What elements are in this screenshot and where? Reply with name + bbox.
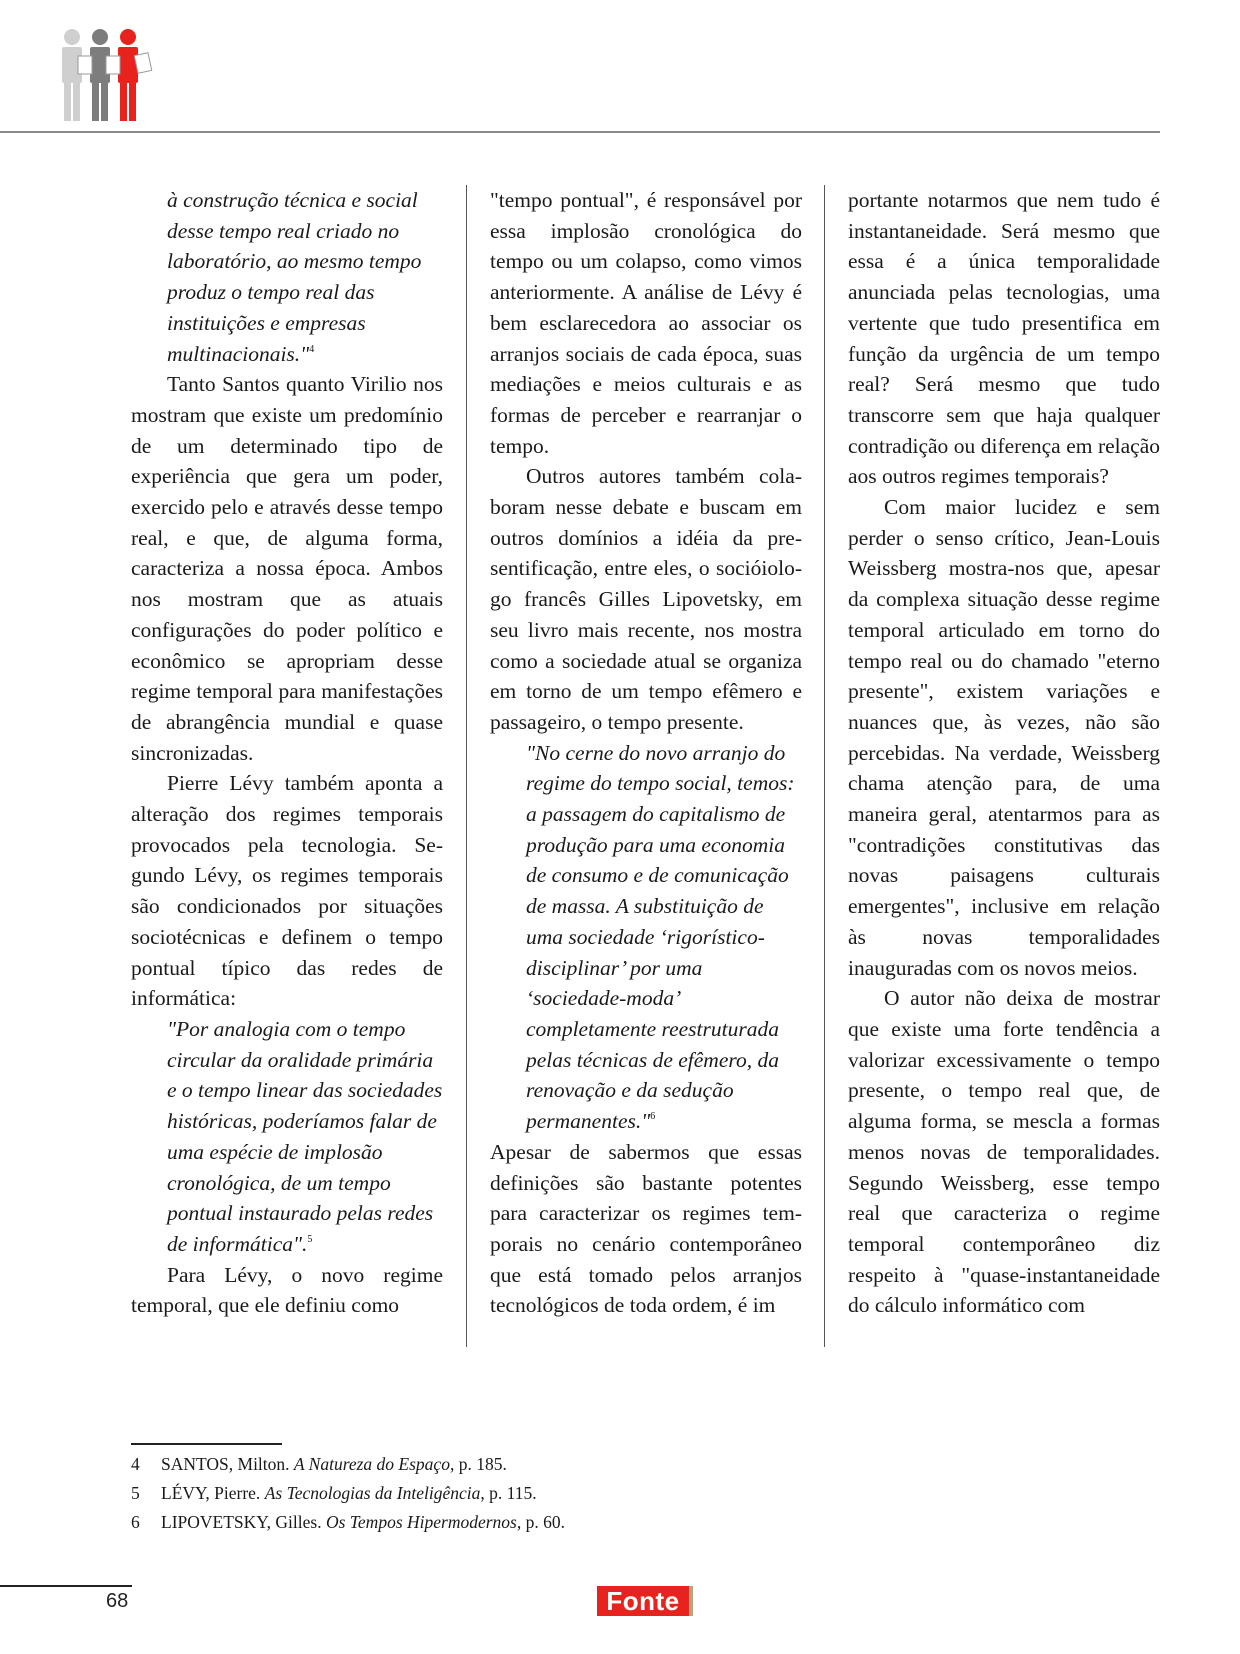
footnote-page: , p. 115. [480,1483,537,1503]
paragraph-text: "No cerne do novo arranjo do regime do tempo social, temos: a passagem do capitalismo de produção para uma economia de consumo e de comunicação de massa. A substituição de uma sociedade ‘rigorístico-disciplinar’ por uma ‘sociedade-moda’ completamente reestruturada pelas técnicas de efêmero, da renovação e da sedução permanentes." [526,740,795,1134]
footnote-text [161,1508,565,1537]
footnote-text [161,1450,507,1479]
fonte-logo: Fonte [597,1586,693,1616]
paragraph-continuation [490,1137,802,1321]
text-column-2 [490,185,802,1347]
paragraph-text: "tempo pontual", é responsável por essa implosão cronológica do tempo ou um colapso, como vimos anteriormente. A análise de Lévy é bem esclarecedora ao associar os arranjos sociais de cada época, suas mediações e meios culturais e as formas de perceber e rearranjar o tempo. [490,188,802,458]
paragraph-text: Com maior lucidez e sem perder o senso crítico, Jean-Louis Weissberg mostra-nos que, apesar da complexa situação desse regime temporal articulado em torno do tempo real ou do chamado "eterno presente", existem variações e nuances que, às vezes, não são percebidas. Na verdade, Weissberg chama atenção para, de uma maneira geral, atentarmos para as "contradições constitutivas das novas paisagens culturais emergentes", inclusive em relação às novas temporalidades inauguradas com os novos meios. [848,495,1160,980]
footnote-rule [131,1443,282,1445]
paragraph-text: Pierre Lévy também aponta a alteração dos regimes temporais provocados pela tecnologia. Segundo Lévy, os regimes temporais são condicionados por situações sociotécnicas e definem o tempo pontual típico das redes de informática: [131,771,443,1011]
text-column-3 [848,185,1160,1347]
paragraph-continuation [490,185,802,461]
paragraph [131,369,443,768]
footnote-author: LIPOVETSKY, Gilles. [161,1512,322,1532]
footnote-reference: 5 [307,1233,313,1245]
column-divider [824,185,825,1347]
text-column-1 [131,185,443,1347]
paragraph-text: Para Lévy, o novo regime temporal, que ele definiu como [131,1262,443,1318]
footnote-title: Os Tempos Hipermodernos [325,1512,517,1532]
footnote [131,1479,931,1508]
paragraph-text: à construção técnica e social desse tempo real criado no laboratório, ao mesmo tempo produz o tempo real das instituições e empresas multinacionais." [167,188,422,366]
paragraph [848,983,1160,1321]
footnote-page: , p. 60. [516,1512,565,1532]
block-quote [167,185,443,369]
footnote-author: SANTOS, Milton. [161,1454,290,1474]
block-quote [167,1014,443,1260]
footnotes [131,1450,931,1537]
paragraph-continuation [848,185,1160,492]
paragraph [490,461,802,737]
paragraph-text: portante notarmos que nem tudo é instantaneidade. Será mesmo que essa é a única temporalidade anunciada pelas tecnologias, uma vertente que tudo presentifica em função da urgência de um tempo real? Será mesmo que tudo transcorre sem que haja qualquer contradição ou diferença em relação aos outros regimes temporais? [848,188,1160,489]
paragraph-text: "Por analogia com o tempo circular da oralidade primária e o tempo linear das sociedades históricas, poderíamos falar de uma espécie de implosão cronológica, de um tempo pontual instaurado pelas redes de informática". [167,1016,443,1256]
footnote-page: , p. 185. [449,1454,507,1474]
footnote-reference: 6 [650,1111,656,1123]
footnote-number: 6 [131,1512,140,1532]
footnote-number: 5 [131,1483,140,1503]
paragraph-text: O autor não deixa de mostrar que existe uma forte tendência a valorizar excessivamente o tempo presente, o tempo real que, de alguma forma, se mescla a formas menos novas de temporalidades. Segundo Weissberg, esse tempo real que caracteriza o regime temporal contemporâneo diz respeito à "quase-instantaneidade do cálculo informático com [848,986,1160,1318]
paragraph [848,492,1160,983]
footnote-number: 4 [131,1454,140,1474]
footnote-reference: 4 [309,343,315,355]
paragraph-text: Apesar de sabermos que essas definições são bastante potentes para caracterizar os regimes temporais no cenário contemporâneo que está tomado pelos arranjos tecnológicos de toda ordem, é im [490,1139,802,1318]
footer-rule [0,1585,132,1587]
footnote [131,1450,931,1479]
paragraph [131,1260,443,1321]
paragraph-text: Outros autores também colaboram nesse debate e buscam em outros domínios a idéia da presentificação, entre eles, o socióiologo francês Gilles Lipovetsky, em seu livro mais recente, nos mostra como a sociedade atual se organiza em torno de um tempo efêmero e passageiro, o tempo presente. [490,464,802,734]
footnote-title: A Natureza do Espaço [293,1454,450,1474]
header-rule [0,131,1160,133]
footnote [131,1508,931,1537]
three-people-with-documents-icon [58,28,162,132]
paragraph-text: Tanto Santos quanto Virilio nos mostram que existe um predomínio de um determinado tipo de experiência que gera um poder, exercido pelo e através desse tempo real, e que, de alguma forma, caracteriza a nossa época. Ambos nos mostram que as atuais configurações do poder político e econômico se apropriam desse regime temporal para manifestações de abrangência mundial e quase sincronizadas. [131,372,443,765]
footnote-author: LÉVY, Pierre. [161,1483,261,1503]
paragraph [131,768,443,1014]
footnote-text [161,1479,537,1508]
footnote-title: As Tecnologias da Inteligência [264,1483,481,1503]
page-number: 68 [106,1590,129,1612]
column-divider [466,185,467,1347]
block-quote [526,738,802,1137]
